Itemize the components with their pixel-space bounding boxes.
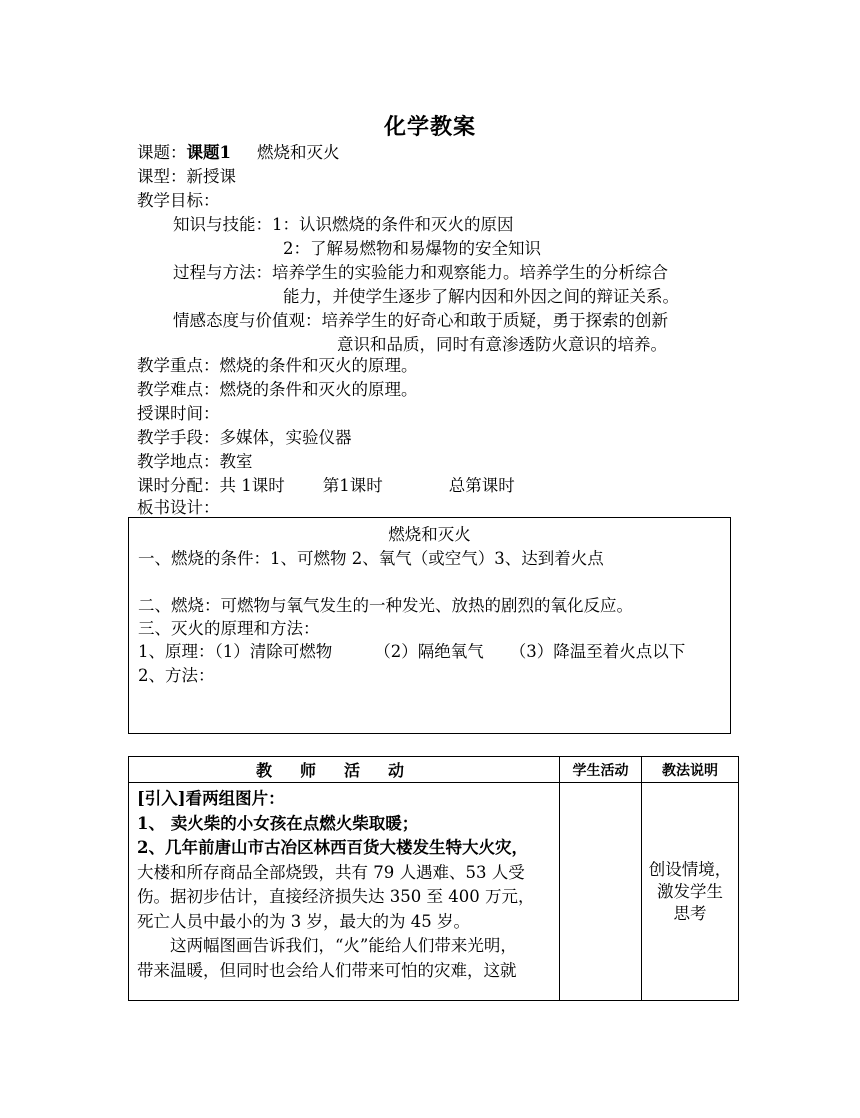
topic-label: 课题：: [137, 143, 187, 162]
board-line-principle: [138, 638, 685, 662]
lesson-time: 授课时间：: [137, 404, 220, 423]
attitude-line-1: [173, 309, 668, 333]
attitude-label: 情感态度与价值观：: [173, 311, 322, 330]
teacher-line: 伤。据初步估计，直接经济损失达 350 至 400 万元，: [137, 887, 535, 906]
teacher-line: 带来温暖，但同时也会给人们带来可怕的灾难，这就: [137, 960, 517, 980]
method-notes-cell: [642, 783, 739, 1001]
difficulty: 教学难点：燃烧的条件和灭火的原理。: [137, 380, 418, 399]
teacher-line: 这两幅图画告诉我们，“火”能给人们带来光明，: [137, 936, 517, 955]
activity-table: [128, 756, 739, 1001]
board-line-method: 2、方法：: [138, 666, 215, 685]
header-teacher-activity: 教师活动: [129, 757, 560, 783]
type-label: 课型：: [137, 167, 187, 186]
principle-1: 1、原理：（1）清除可燃物: [138, 642, 333, 661]
topic-line: [137, 141, 339, 165]
method-line: 激发学生: [657, 881, 723, 901]
principle-2: （2）隔绝氧气: [374, 642, 484, 661]
board-line-conditions: 一、燃烧的条件：1、可燃物 2、氧气（或空气）3、达到着火点: [138, 549, 604, 568]
table-header-row: [129, 757, 739, 783]
board-line-combustion: 二、燃烧：可燃物与氧气发生的一种发光、放热的剧烈的氧化反应。: [138, 596, 633, 615]
process-text-1: 培养学生的实验能力和观察能力。培养学生的分析综合: [272, 263, 668, 282]
knowledge-item-1: 1：认识燃烧的条件和灭火的原因: [272, 215, 514, 234]
teacher-line: 死亡人员中最小的为 3 岁，最大的为 45 岁。: [137, 911, 470, 931]
knowledge-label: 知识与技能：: [173, 215, 272, 234]
teaching-means: 教学手段：多媒体，实验仪器: [137, 428, 352, 447]
header-student-activity: 学生活动: [560, 757, 642, 783]
key-point: 教学重点：燃烧的条件和灭火的原理。: [137, 356, 418, 375]
table-row: [129, 783, 739, 1001]
teacher-line: 2、几年前唐山市古冶区林西百货大楼发生特大火灾，: [137, 838, 528, 857]
attitude-text-1: 培养学生的好奇心和敢于质疑，勇于探索的创新: [321, 311, 668, 330]
type-line: [137, 165, 236, 189]
process-text-2: 能力，并使学生逐步了解内因和外因之间的辩证关系。: [283, 287, 679, 306]
schedule-line: [137, 474, 515, 498]
method-line: 创设情境，: [648, 859, 732, 879]
teacher-line: [引入]看两组图片：: [137, 789, 285, 808]
teacher-line: 1、 卖火柴的小女孩在点燃火柴取暖；: [137, 813, 419, 833]
topic-number: 课题1: [186, 143, 231, 162]
method-line: 思考: [673, 903, 707, 923]
student-activity-cell: [560, 783, 642, 1001]
teacher-line: 大楼和所存商品全部烧毁，共有 79 人遇难、53 人受: [137, 862, 525, 882]
principle-3: （3）降温至着火点以下: [509, 642, 686, 661]
attitude-text-2: 意识和品质，同时有意渗透防火意识的培养。: [337, 335, 667, 354]
board-title: 燃烧和灭火: [388, 525, 471, 544]
teaching-place: 教学地点：教室: [137, 452, 253, 471]
schedule-current: 第1课时: [322, 476, 383, 495]
page-title: 化学教案: [383, 114, 476, 140]
schedule-total: 课时分配：共 1课时: [137, 476, 285, 495]
board-design-box: [128, 517, 731, 734]
type-value: 新授课: [186, 167, 236, 186]
process-line-1: [173, 261, 668, 285]
topic-name: 燃烧和灭火: [256, 143, 340, 162]
board-line-extinguish: 三、灭火的原理和方法：: [138, 619, 320, 638]
teacher-activity-cell: [129, 783, 560, 1001]
header-method-notes: 教法说明: [642, 757, 739, 783]
process-label: 过程与方法：: [173, 263, 272, 282]
board-label: 板书设计：: [137, 498, 220, 517]
knowledge-line-1: [173, 213, 514, 237]
knowledge-item-2: 2：了解易燃物和易爆物的安全知识: [283, 239, 541, 258]
goals-label: 教学目标：: [137, 191, 220, 210]
schedule-overall: 总第课时: [448, 476, 515, 495]
